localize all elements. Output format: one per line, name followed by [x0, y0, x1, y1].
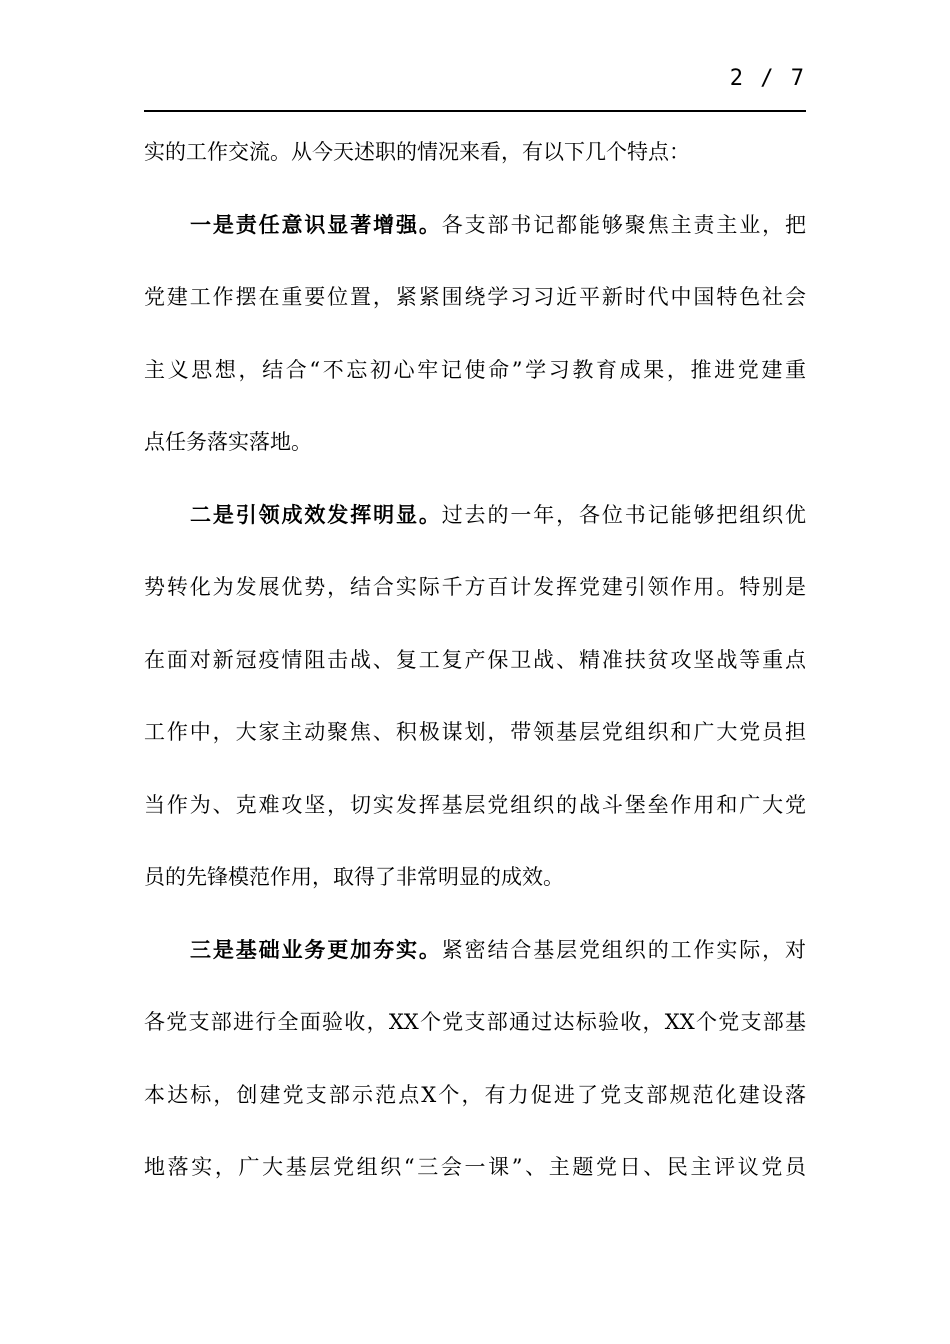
header-rule — [144, 110, 806, 112]
document-body — [144, 122, 806, 1210]
paragraph-lead: 二是引领成效发挥明显。 — [190, 501, 442, 527]
paragraph-line: 本达标，创建党支部示范点X个，有力促进了党支部规范化建设落 — [144, 1082, 806, 1107]
paragraph-line: 员的先锋模范作用，取得了非常明显的成效。 — [144, 865, 564, 889]
paragraph-line: 二是引领成效发挥明显。过去的一年，各位书记能够把组织优 — [190, 501, 807, 527]
paragraph-line: 工作中，大家主动聚焦、积极谋划，带领基层党组织和广大党员担 — [144, 720, 806, 744]
paragraph-line: 当作为、克难攻坚，切实发挥基层党组织的战斗堡垒作用和广大党 — [144, 792, 806, 817]
paragraph-line: 主义思想，结合“不忘初心牢记使命”学习教育成果，推进党建重 — [144, 357, 806, 382]
paragraph-line: 实的工作交流。从今天述职的情况来看，有以下几个特点： — [144, 140, 690, 164]
paragraph-line: 点任务落实落地。 — [144, 430, 312, 454]
paragraph-lead: 一是责任意识显著增强。 — [190, 211, 442, 237]
paragraph-line: 党建工作摆在重要位置，紧紧围绕学习习近平新时代中国特色社会 — [144, 285, 806, 309]
paragraph-line: 地落实，广大基层党组织“三会一课”、主题党日、民主评议党员 — [144, 1155, 806, 1179]
paragraph-line: 在面对新冠疫情阻击战、复工复产保卫战、精准扶贫攻坚战等重点 — [144, 647, 806, 672]
paragraph-line: 三是基础业务更加夯实。紧密结合基层党组织的工作实际，对 — [190, 936, 807, 962]
paragraph-line: 一是责任意识显著增强。各支部书记都能够聚焦主责主业，把 — [190, 211, 807, 237]
paragraph-lead: 三是基础业务更加夯实。 — [190, 936, 442, 962]
paragraph-line: 各党支部进行全面验收，XX个党支部通过达标验收，XX个党支部基 — [144, 1010, 806, 1034]
page-number: 2 / 7 — [729, 66, 806, 91]
paragraph-line: 势转化为发展优势，结合实际千方百计发挥党建引领作用。特别是 — [144, 575, 806, 599]
